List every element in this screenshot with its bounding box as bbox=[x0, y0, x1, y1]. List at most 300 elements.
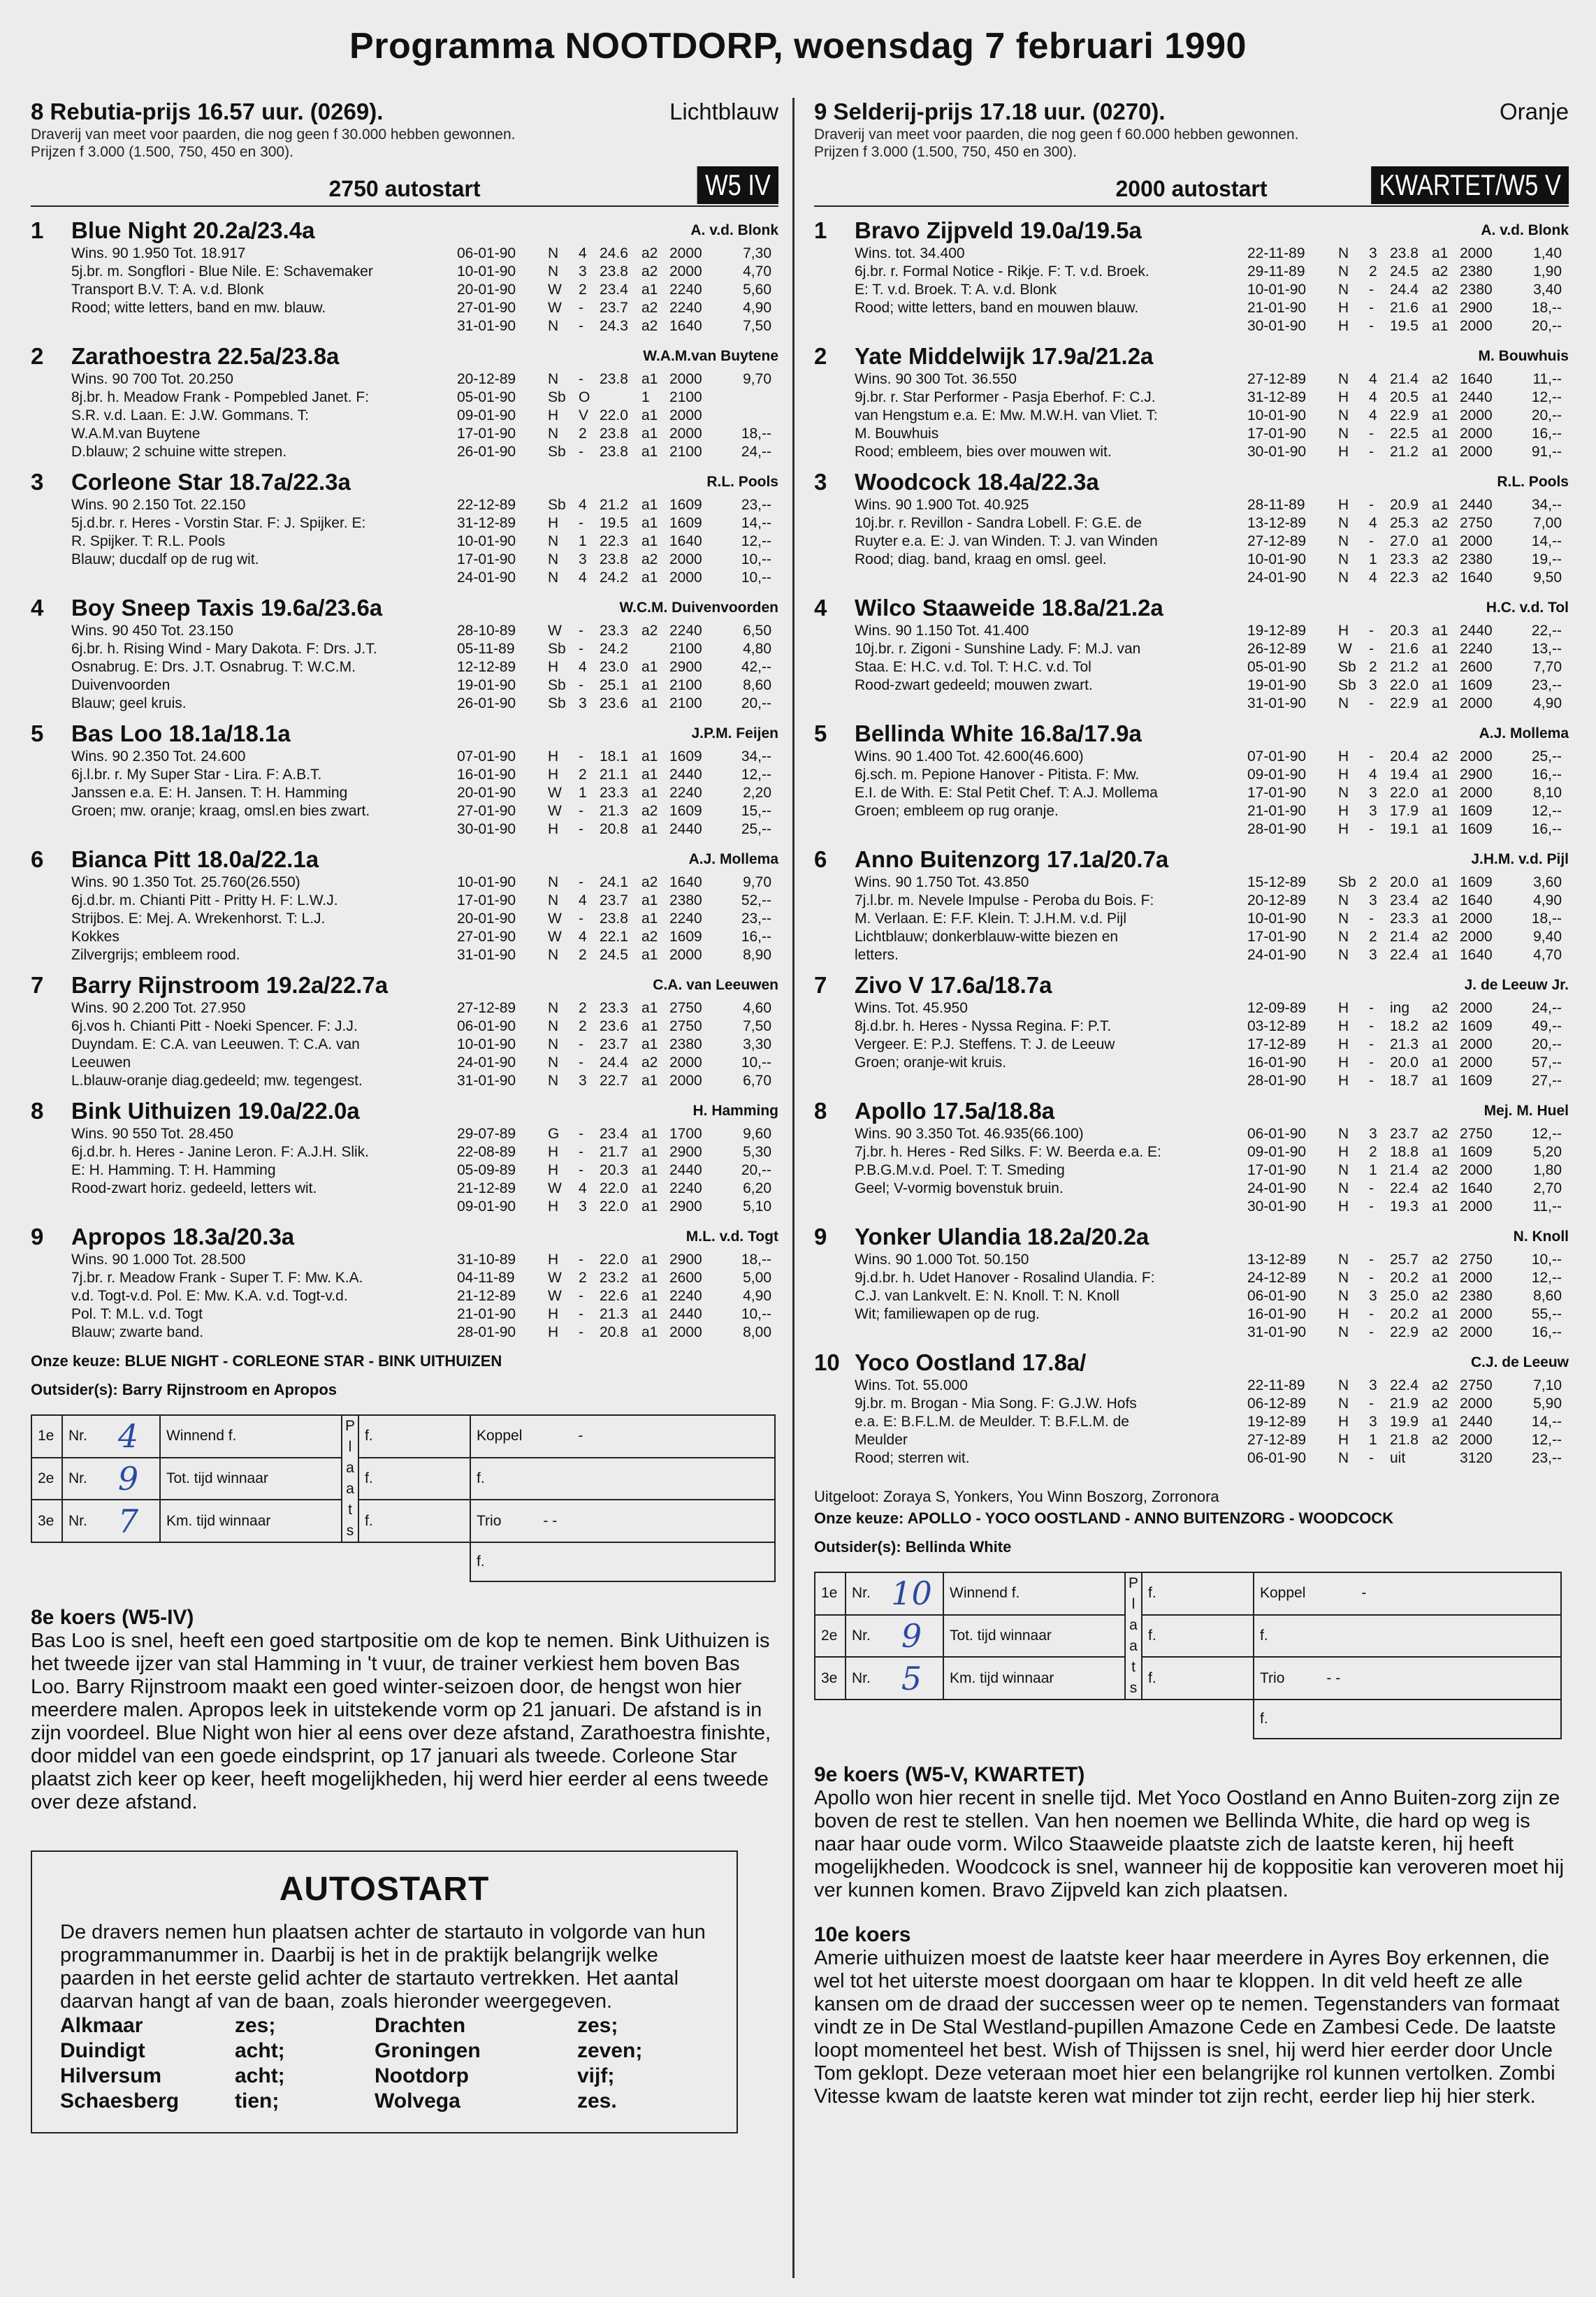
record-cell: 2 bbox=[1369, 263, 1377, 280]
record-row bbox=[457, 1143, 778, 1161]
start-row bbox=[814, 166, 1569, 210]
horse-entry bbox=[814, 594, 1569, 713]
results-row bbox=[31, 1458, 775, 1500]
record-row bbox=[457, 1251, 778, 1269]
horse-info-line: Rood-zwart gedeeld; mouwen zwart. bbox=[855, 677, 1093, 693]
record-cell: a1 bbox=[641, 1288, 658, 1304]
record-cell: 23.8 bbox=[600, 263, 628, 280]
record-row bbox=[1247, 695, 1569, 713]
record-cell: 20.2 bbox=[1390, 1306, 1419, 1322]
horse-info-line: 6j.l.br. r. My Super Star - Lira. F: A.B.T. bbox=[71, 767, 322, 783]
horse-records bbox=[457, 874, 778, 964]
track-cell: zes; bbox=[235, 2014, 276, 2037]
record-cell: 09-01-90 bbox=[1247, 767, 1307, 783]
plaats-payout[interactable]: f. bbox=[1142, 1657, 1254, 1700]
record-cell: a1 bbox=[641, 1000, 658, 1016]
horse-entry bbox=[814, 217, 1569, 335]
record-cell: 20,-- bbox=[741, 1162, 771, 1178]
record-cell: 10,-- bbox=[741, 1306, 771, 1322]
record-cell: 1609 bbox=[1460, 803, 1493, 819]
payout-label: Km. tijd winnaar bbox=[943, 1657, 1125, 1700]
horse-trainer: W.A.M.van Buytene bbox=[643, 348, 778, 364]
record-cell: 06-01-90 bbox=[457, 245, 516, 261]
record-cell: 4,90 bbox=[743, 1288, 771, 1304]
horse-info bbox=[71, 245, 457, 335]
record-cell: - bbox=[1369, 426, 1374, 442]
record-cell: H bbox=[548, 767, 559, 783]
record-cell: H bbox=[1338, 389, 1349, 405]
record-row bbox=[457, 892, 778, 910]
record-cell: N bbox=[548, 426, 559, 442]
record-cell: - bbox=[579, 641, 583, 657]
record-cell: 2440 bbox=[1460, 1414, 1493, 1430]
record-cell: 16-01-90 bbox=[1247, 1306, 1307, 1322]
record-row bbox=[1247, 1054, 1569, 1072]
record-cell: N bbox=[1338, 1270, 1349, 1286]
record-cell: 2000 bbox=[669, 1324, 702, 1340]
record-cell: 2240 bbox=[669, 1180, 702, 1196]
record-cell: 2900 bbox=[1460, 767, 1493, 783]
record-cell: a2 bbox=[641, 318, 658, 334]
record-cell: H bbox=[548, 659, 559, 675]
record-row bbox=[1247, 496, 1569, 514]
track-cell: Groningen bbox=[375, 2039, 481, 2062]
koppel-label: Koppel bbox=[477, 1428, 523, 1444]
record-cell: a1 bbox=[641, 677, 658, 693]
horse-records bbox=[1247, 1125, 1569, 1216]
record-cell: 2000 bbox=[1460, 444, 1493, 460]
horse-info bbox=[71, 874, 457, 964]
record-cell: a2 bbox=[1432, 263, 1449, 280]
record-cell: H bbox=[548, 1162, 559, 1178]
horse-info bbox=[71, 999, 457, 1090]
horse-name: Apropos 18.3a/20.3a bbox=[71, 1224, 295, 1249]
horse-info-line: Wit; familiewapen op de rug. bbox=[855, 1306, 1040, 1322]
record-row bbox=[457, 766, 778, 784]
record-cell: 05-09-89 bbox=[457, 1162, 516, 1178]
record-cell: 2900 bbox=[669, 659, 702, 675]
horse-info-line: E: H. Hamming. T: H. Hamming bbox=[71, 1162, 276, 1178]
horse-info bbox=[71, 1125, 457, 1216]
record-cell: 22.9 bbox=[1390, 695, 1419, 711]
plaats-payout[interactable]: f. bbox=[358, 1458, 470, 1500]
record-cell: - bbox=[1369, 1306, 1374, 1322]
record-cell: a1 bbox=[641, 426, 658, 442]
record-cell: 9,40 bbox=[1533, 929, 1562, 945]
record-cell: 2750 bbox=[669, 1018, 702, 1034]
record-cell: 2 bbox=[1369, 874, 1377, 890]
horse-info-line: Osnabrug. E: Drs. J.T. Osnabrug. T: W.C.M. bbox=[71, 659, 356, 675]
record-cell: N bbox=[1338, 1252, 1349, 1268]
record-cell: 22.1 bbox=[600, 929, 628, 945]
trio-payout[interactable]: f. bbox=[1254, 1700, 1561, 1739]
record-cell: 18,-- bbox=[741, 1252, 771, 1268]
record-cell: 22.0 bbox=[600, 407, 628, 423]
record-cell: 22-11-89 bbox=[1247, 1377, 1305, 1393]
place-label: 1e bbox=[31, 1415, 62, 1458]
record-cell: 1609 bbox=[1460, 874, 1493, 890]
horse-records bbox=[1247, 1377, 1569, 1468]
handwritten-horse-number[interactable]: 5 bbox=[880, 1657, 943, 1700]
horse-info-line: Wins. 90 1.950 Tot. 18.917 bbox=[71, 245, 246, 261]
record-cell: 20-01-90 bbox=[457, 911, 516, 927]
record-row bbox=[1247, 299, 1569, 317]
plaats-payout[interactable]: f. bbox=[1142, 1572, 1254, 1615]
record-cell: - bbox=[1369, 911, 1374, 927]
record-cell: 21.8 bbox=[1390, 1432, 1419, 1448]
horse-info-line: Wins. 90 1.900 Tot. 40.925 bbox=[855, 497, 1029, 513]
record-cell: 17-01-90 bbox=[1247, 929, 1307, 945]
record-cell: 23.6 bbox=[600, 695, 628, 711]
record-cell: a1 bbox=[1432, 947, 1449, 963]
record-cell: 23,-- bbox=[741, 911, 771, 927]
track-cell: acht; bbox=[235, 2039, 285, 2062]
record-cell: 2000 bbox=[1460, 1036, 1493, 1052]
record-cell: 1609 bbox=[1460, 1073, 1493, 1089]
right-column bbox=[814, 98, 1569, 2108]
record-row bbox=[1247, 874, 1569, 892]
horse-trainer: Mej. M. Huel bbox=[1483, 1103, 1569, 1119]
horse-name: Corleone Star 18.7a/22.3a bbox=[71, 469, 351, 495]
record-row bbox=[1247, 263, 1569, 281]
record-cell: 57,-- bbox=[1531, 1055, 1562, 1071]
record-cell: 2000 bbox=[1460, 748, 1493, 765]
record-cell: - bbox=[579, 1144, 583, 1160]
record-cell: a1 bbox=[1432, 497, 1449, 513]
horse-info-line: Wins. 90 2.150 Tot. 22.150 bbox=[71, 497, 246, 513]
record-cell: 06-12-89 bbox=[1247, 1396, 1307, 1412]
record-cell: 3 bbox=[1369, 677, 1377, 693]
record-cell: 2000 bbox=[1460, 911, 1493, 927]
record-cell: 23.7 bbox=[600, 300, 628, 316]
record-cell: N bbox=[548, 1055, 559, 1071]
record-cell: H bbox=[548, 1306, 559, 1322]
record-cell: 55,-- bbox=[1531, 1306, 1562, 1322]
record-cell: H bbox=[1338, 803, 1349, 819]
horse-entry bbox=[814, 468, 1569, 587]
record-cell: 23.0 bbox=[600, 659, 628, 675]
record-cell: 8,60 bbox=[1533, 1288, 1562, 1304]
horse-info bbox=[71, 370, 457, 461]
horse-name: Barry Rijnstroom 19.2a/22.7a bbox=[71, 972, 389, 998]
record-cell: 10,-- bbox=[1531, 1252, 1562, 1268]
record-cell: 14,-- bbox=[1531, 1414, 1562, 1430]
record-cell: 20,-- bbox=[1531, 407, 1562, 423]
record-cell: a1 bbox=[1432, 1055, 1449, 1071]
horse-trainer: N. Knoll bbox=[1513, 1229, 1569, 1245]
record-row bbox=[457, 370, 778, 389]
horse-entry bbox=[31, 846, 778, 964]
autostart-box bbox=[31, 1850, 738, 2133]
record-cell: 5,10 bbox=[743, 1198, 771, 1215]
record-row bbox=[457, 695, 778, 713]
record-cell: a2 bbox=[1432, 1432, 1449, 1448]
track-cell: tien; bbox=[235, 2089, 280, 2113]
record-cell: a1 bbox=[1432, 803, 1449, 819]
record-cell: a1 bbox=[641, 767, 658, 783]
record-cell: 6,20 bbox=[743, 1180, 771, 1196]
record-cell: a1 bbox=[1432, 407, 1449, 423]
horse-info-line: Leeuwen bbox=[71, 1055, 131, 1071]
horse-nr-label: Nr. bbox=[846, 1572, 880, 1615]
record-cell: 7,00 bbox=[1533, 515, 1562, 531]
record-row bbox=[457, 1180, 778, 1198]
record-cell: 4 bbox=[579, 497, 587, 513]
record-cell: 24-01-90 bbox=[457, 1055, 516, 1071]
record-row bbox=[457, 640, 778, 658]
record-cell: a2 bbox=[1432, 1162, 1449, 1178]
record-cell: a1 bbox=[1432, 444, 1449, 460]
record-cell: 4 bbox=[1369, 407, 1377, 423]
horse-name: Anno Buitenzorg 17.1a/20.7a bbox=[855, 846, 1169, 872]
record-cell: a1 bbox=[1432, 1414, 1449, 1430]
record-cell: H bbox=[1338, 821, 1349, 837]
record-cell: 7,50 bbox=[743, 1018, 771, 1034]
record-cell: 3 bbox=[1369, 947, 1377, 963]
record-cell: a2 bbox=[1432, 892, 1449, 908]
record-cell: 24-01-90 bbox=[1247, 947, 1307, 963]
record-cell: 10,-- bbox=[741, 1055, 771, 1071]
horse-records bbox=[457, 496, 778, 587]
record-row bbox=[457, 784, 778, 802]
horse-info-line: e.a. E: B.F.L.M. de Meulder. T: B.F.L.M. de bbox=[855, 1414, 1129, 1430]
record-cell: H bbox=[548, 821, 559, 837]
record-cell: 20.5 bbox=[1390, 389, 1419, 405]
handwritten-horse-number[interactable]: 4 bbox=[97, 1415, 160, 1458]
record-row bbox=[1247, 1251, 1569, 1269]
trio-label: Trio bbox=[1260, 1669, 1285, 1686]
record-cell: 2000 bbox=[669, 947, 702, 963]
record-cell: 19-12-89 bbox=[1247, 1414, 1307, 1430]
plaats-label: P l a a t s bbox=[1125, 1572, 1142, 1700]
horse-trainer: A. v.d. Blonk bbox=[1481, 222, 1569, 238]
record-cell: 16-01-90 bbox=[457, 767, 516, 783]
record-cell: 3120 bbox=[1460, 1450, 1493, 1466]
record-cell: 1640 bbox=[1460, 892, 1493, 908]
start-divider bbox=[31, 205, 778, 207]
record-cell: 16,-- bbox=[741, 929, 771, 945]
record-cell: 1609 bbox=[669, 929, 702, 945]
record-cell: a2 bbox=[1432, 1180, 1449, 1196]
record-row bbox=[457, 1072, 778, 1090]
race-comment-title: 9e koers (W5-V, KWARTET) bbox=[814, 1763, 1085, 1786]
track-cell: Hilversum bbox=[60, 2064, 162, 2087]
record-cell: 15,-- bbox=[741, 803, 771, 819]
record-cell: 2900 bbox=[669, 1144, 702, 1160]
record-cell: N bbox=[548, 371, 559, 387]
record-cell: 4,60 bbox=[743, 1000, 771, 1016]
record-cell: 7,70 bbox=[1533, 659, 1562, 675]
record-cell: 23,-- bbox=[741, 497, 771, 513]
horse-info-line: Wins. 90 1.000 Tot. 50.150 bbox=[855, 1252, 1029, 1268]
record-cell: 2 bbox=[579, 947, 587, 963]
koppel-payout[interactable]: f. bbox=[477, 1470, 485, 1486]
record-cell: 22.7 bbox=[600, 1073, 628, 1089]
record-cell: a2 bbox=[1432, 1324, 1449, 1340]
record-cell: - bbox=[579, 1162, 583, 1178]
record-cell: 31-01-90 bbox=[457, 947, 516, 963]
record-cell: 23.4 bbox=[600, 1126, 628, 1142]
next-race-title: 10e koers bbox=[814, 1923, 911, 1946]
blank-cell bbox=[1142, 1700, 1254, 1739]
results-row bbox=[815, 1615, 1561, 1658]
handwritten-horse-number[interactable]: 9 bbox=[97, 1458, 160, 1500]
horse-nr-label: Nr. bbox=[846, 1657, 880, 1700]
combo-cell bbox=[470, 1458, 775, 1500]
record-cell: - bbox=[579, 874, 583, 890]
record-cell: 23.7 bbox=[1390, 1126, 1419, 1142]
record-row bbox=[457, 551, 778, 569]
record-cell: 20.8 bbox=[600, 1324, 628, 1340]
record-row bbox=[1247, 1198, 1569, 1216]
record-cell: W bbox=[548, 1288, 562, 1304]
horse-info-line: Duyndam. E: C.A. van Leeuwen. T: C.A. van bbox=[71, 1036, 360, 1052]
horse-info-line: Wins. 90 2.350 Tot. 24.600 bbox=[71, 748, 246, 765]
record-cell: 2750 bbox=[1460, 1126, 1493, 1142]
record-cell: - bbox=[579, 911, 583, 927]
record-row bbox=[1247, 514, 1569, 532]
record-cell: N bbox=[548, 892, 559, 908]
horse-info bbox=[855, 999, 1247, 1090]
record-cell: H bbox=[548, 1144, 559, 1160]
record-row bbox=[1247, 892, 1569, 910]
horse-records bbox=[457, 370, 778, 461]
record-cell: 2 bbox=[579, 767, 587, 783]
record-row bbox=[1247, 425, 1569, 443]
record-cell: - bbox=[579, 1324, 583, 1340]
record-cell: a1 bbox=[641, 821, 658, 837]
record-cell: a2 bbox=[1432, 1018, 1449, 1034]
record-cell: a2 bbox=[1432, 1288, 1449, 1304]
plaats-payout[interactable]: f. bbox=[1142, 1615, 1254, 1658]
record-cell: W bbox=[548, 300, 562, 316]
record-cell: 2240 bbox=[1460, 641, 1493, 657]
record-cell: 24.3 bbox=[600, 318, 628, 334]
place-label: 2e bbox=[31, 1458, 62, 1500]
record-cell: 2000 bbox=[1460, 407, 1493, 423]
record-cell: H bbox=[1338, 767, 1349, 783]
record-cell: 1640 bbox=[669, 533, 702, 549]
horse-entry bbox=[814, 1223, 1569, 1342]
record-cell: 28-10-89 bbox=[457, 623, 516, 639]
horse-info-line: 7j.l.br. m. Nevele Impulse - Peroba du Bois. F: bbox=[855, 892, 1154, 908]
horse-number: 7 bbox=[31, 972, 44, 998]
record-cell: 2440 bbox=[669, 1306, 702, 1322]
record-cell: 26-12-89 bbox=[1247, 641, 1307, 657]
record-cell: a1 bbox=[1432, 1073, 1449, 1089]
horse-info-line: Rood; diag. band, kraag en omsl. geel. bbox=[855, 551, 1107, 567]
record-cell: 2750 bbox=[1460, 1377, 1493, 1393]
record-cell: 07-01-90 bbox=[457, 748, 516, 765]
horse-number: 1 bbox=[31, 217, 44, 243]
record-cell: a1 bbox=[641, 1180, 658, 1196]
horse-info-line: Wins. 90 300 Tot. 36.550 bbox=[855, 371, 1017, 387]
record-cell: 3 bbox=[579, 1073, 587, 1089]
record-cell: a2 bbox=[641, 245, 658, 261]
record-cell: H bbox=[548, 1198, 559, 1215]
record-cell: H bbox=[1338, 1073, 1349, 1089]
handwritten-horse-number[interactable]: 9 bbox=[880, 1615, 943, 1658]
koppel-payout[interactable]: f. bbox=[1260, 1627, 1268, 1644]
record-row bbox=[457, 425, 778, 443]
horse-info bbox=[855, 1251, 1247, 1342]
record-cell: N bbox=[1338, 1396, 1349, 1412]
record-cell: 19-01-90 bbox=[1247, 677, 1307, 693]
horse-info-line: 6j.d.br. h. Heres - Janine Leron. F: A.J.H. Slik. bbox=[71, 1144, 370, 1160]
horse-trainer: J. de Leeuw Jr. bbox=[1464, 977, 1569, 993]
record-cell: 9,50 bbox=[1533, 570, 1562, 586]
record-cell: a1 bbox=[1432, 426, 1449, 442]
record-cell: 27-01-90 bbox=[457, 300, 516, 316]
horse-info-line: 6j.br. r. Formal Notice - Rikje. F: T. v.d. Broek. bbox=[855, 263, 1149, 280]
record-cell: 31-12-89 bbox=[1247, 389, 1307, 405]
record-cell: 2440 bbox=[669, 821, 702, 837]
plaats-payout[interactable]: f. bbox=[358, 1500, 470, 1542]
results-blank bbox=[815, 1700, 1142, 1739]
record-cell: N bbox=[1338, 533, 1349, 549]
autostart-tracks bbox=[60, 2013, 709, 2114]
horse-info-line: Staa. E: H.C. v.d. Tol. T: H.C. v.d. Tol bbox=[855, 659, 1091, 675]
record-cell: a1 bbox=[641, 570, 658, 586]
record-cell: 4 bbox=[579, 570, 587, 586]
record-cell: 2380 bbox=[1460, 551, 1493, 567]
record-cell: - bbox=[1369, 1018, 1374, 1034]
handwritten-horse-number[interactable]: 7 bbox=[97, 1500, 160, 1542]
record-row bbox=[1247, 1143, 1569, 1161]
record-cell: 22-08-89 bbox=[457, 1144, 516, 1160]
record-cell: 23.3 bbox=[1390, 551, 1419, 567]
horse-info-line: 6j.sch. m. Pepione Hanover - Pitista. F: Mw. bbox=[855, 767, 1140, 783]
record-cell: 22-11-89 bbox=[1247, 245, 1305, 261]
record-cell: 24.4 bbox=[1390, 282, 1419, 298]
record-cell: 20,-- bbox=[1531, 318, 1562, 334]
record-cell: N bbox=[548, 947, 559, 963]
horse-info-line: Wins. 90 3.350 Tot. 46.935(66.100) bbox=[855, 1126, 1084, 1142]
horse-info-line: 7j.br. r. Meadow Frank - Super T. F: Mw. K.A. bbox=[71, 1270, 363, 1286]
record-cell: - bbox=[579, 371, 583, 387]
record-cell: - bbox=[1369, 1450, 1374, 1466]
record-cell: 2380 bbox=[1460, 1288, 1493, 1304]
horse-info-line: Rood; witte letters, band en mouwen blauw. bbox=[855, 300, 1139, 316]
record-cell: 24,-- bbox=[1531, 1000, 1562, 1016]
results-table bbox=[814, 1572, 1562, 1739]
record-row bbox=[457, 1324, 778, 1342]
record-cell: a2 bbox=[1432, 570, 1449, 586]
record-cell: 1 bbox=[1369, 1162, 1377, 1178]
record-cell: 12-12-89 bbox=[457, 659, 516, 675]
record-row bbox=[457, 999, 778, 1017]
koppel-dash: - bbox=[578, 1428, 583, 1444]
trio-payout[interactable]: f. bbox=[470, 1542, 775, 1581]
track-cell: acht; bbox=[235, 2064, 285, 2087]
record-cell: - bbox=[1369, 641, 1374, 657]
record-cell: W bbox=[548, 785, 562, 801]
horse-name: Zivo V 17.6a/18.7a bbox=[855, 972, 1052, 998]
record-cell: - bbox=[579, 318, 583, 334]
plaats-payout[interactable]: f. bbox=[358, 1415, 470, 1458]
record-cell: 21.2 bbox=[600, 497, 628, 513]
record-cell: a2 bbox=[641, 300, 658, 316]
record-cell: H bbox=[1338, 300, 1349, 316]
record-cell: 2600 bbox=[1460, 659, 1493, 675]
record-cell: 1 bbox=[579, 785, 587, 801]
horse-info-line: 8j.d.br. h. Heres - Nyssa Regina. F: P.T. bbox=[855, 1018, 1112, 1034]
handwritten-horse-number[interactable]: 10 bbox=[880, 1572, 943, 1615]
record-cell: 2100 bbox=[669, 641, 702, 657]
record-cell: 2440 bbox=[669, 767, 702, 783]
record-cell: 5,90 bbox=[1533, 1396, 1562, 1412]
horse-info-line: Wins. 90 700 Tot. 20.250 bbox=[71, 371, 233, 387]
